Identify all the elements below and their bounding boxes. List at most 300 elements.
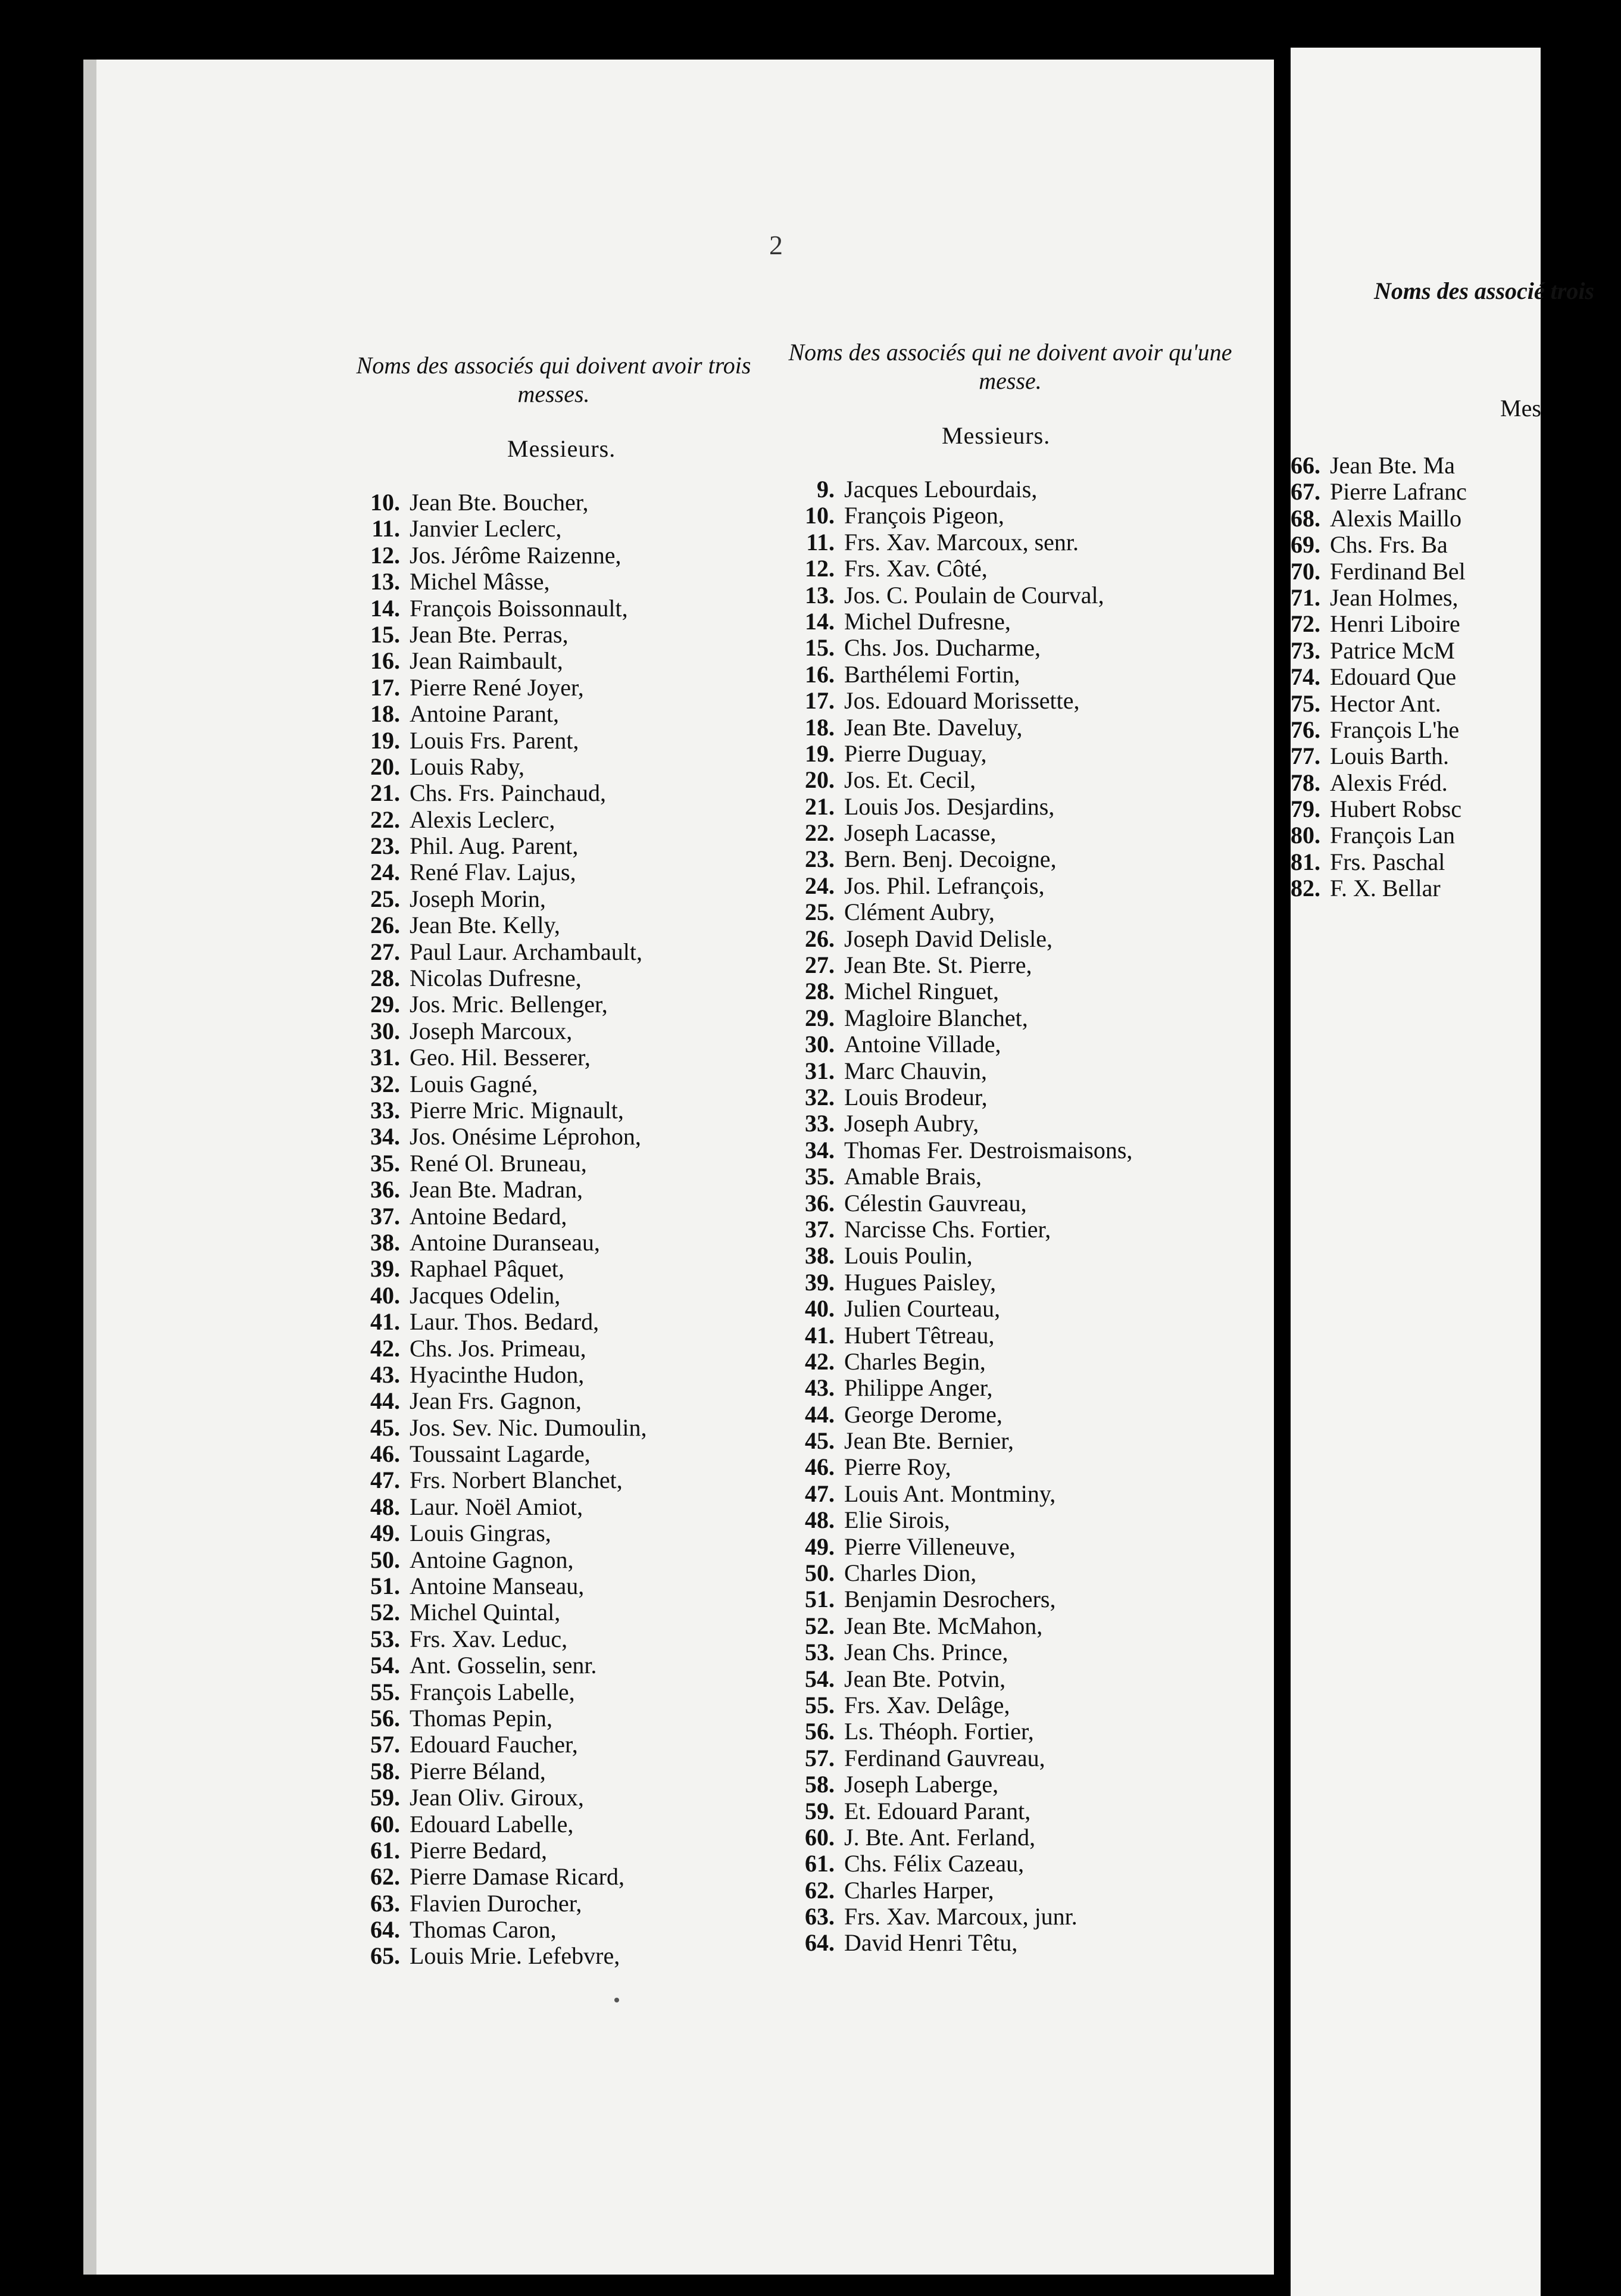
entry-name: Joseph David Delisle, bbox=[844, 925, 1052, 952]
list-item bbox=[352, 807, 647, 833]
entry-name: Pierre Damase Ricard, bbox=[410, 1863, 624, 1891]
list-item bbox=[1273, 479, 1467, 505]
entry-name: Louis Frs. Parent, bbox=[410, 726, 579, 754]
entry-number: 52. bbox=[805, 1612, 835, 1639]
list-item bbox=[352, 1230, 647, 1256]
list-item bbox=[787, 1666, 1132, 1692]
entry-number: 53. bbox=[370, 1625, 400, 1652]
middle-column-list bbox=[787, 476, 1132, 1957]
entry-number: 21. bbox=[805, 793, 835, 820]
entry-name: Jean Frs. Gagnon, bbox=[410, 1387, 582, 1415]
entry-name: Joseph Aubry, bbox=[844, 1110, 979, 1137]
entry-name: George Derome, bbox=[844, 1400, 1002, 1428]
list-item bbox=[352, 1097, 647, 1124]
list-item bbox=[352, 1626, 647, 1652]
entry-name: Louis Gingras, bbox=[410, 1520, 551, 1547]
entry-name: Louis Raby, bbox=[410, 753, 524, 780]
entry-number: 74. bbox=[1291, 663, 1320, 691]
list-item bbox=[787, 1296, 1132, 1322]
list-item bbox=[1273, 638, 1467, 664]
entry-number: 17. bbox=[370, 673, 400, 701]
list-item bbox=[787, 794, 1132, 820]
list-item bbox=[352, 648, 647, 674]
list-item bbox=[352, 939, 647, 965]
list-item bbox=[352, 1256, 647, 1282]
entry-number: 64. bbox=[370, 1916, 400, 1944]
entry-name: Pierre Lafranc bbox=[1330, 478, 1467, 506]
entry-name: Chs. Frs. Painchaud, bbox=[410, 779, 606, 807]
list-item bbox=[787, 476, 1132, 503]
entry-number: 76. bbox=[1291, 716, 1320, 743]
list-item bbox=[787, 1058, 1132, 1084]
entry-number: 39. bbox=[805, 1268, 835, 1296]
entry-name: Ferdinand Gauvreau, bbox=[844, 1744, 1045, 1771]
entry-name: Narcisse Chs. Fortier, bbox=[844, 1215, 1051, 1243]
list-item bbox=[787, 662, 1132, 688]
list-item bbox=[787, 741, 1132, 767]
entry-name: Benjamin Desrochers, bbox=[844, 1586, 1056, 1613]
entry-number: 63. bbox=[805, 1903, 835, 1930]
entry-number: 21. bbox=[370, 779, 400, 807]
list-item bbox=[352, 991, 647, 1018]
list-item bbox=[352, 1441, 647, 1467]
entry-name: Jos. C. Poulain de Courval, bbox=[844, 581, 1104, 609]
entry-name: Louis Gagné, bbox=[410, 1070, 538, 1097]
entry-number: 26. bbox=[805, 925, 835, 952]
list-item bbox=[1273, 559, 1467, 585]
entry-name: Jean Raimbault, bbox=[410, 647, 563, 675]
list-item bbox=[352, 1415, 647, 1441]
list-item bbox=[787, 1190, 1132, 1216]
entry-name: Edouard Labelle, bbox=[410, 1810, 574, 1838]
list-item bbox=[787, 1851, 1132, 1877]
entry-name: Charles Harper, bbox=[844, 1876, 994, 1904]
entry-number: 16. bbox=[805, 660, 835, 688]
entry-name: Pierre René Joyer, bbox=[410, 673, 584, 701]
entry-number: 64. bbox=[805, 1929, 835, 1957]
entry-number: 11. bbox=[806, 528, 835, 556]
entry-name: Charles Begin, bbox=[844, 1347, 986, 1375]
entry-number: 44. bbox=[370, 1387, 400, 1415]
entry-number: 75. bbox=[1291, 690, 1320, 717]
list-item bbox=[787, 1639, 1132, 1665]
entry-name: Frs. Xav. Leduc, bbox=[410, 1625, 568, 1652]
list-item bbox=[352, 1732, 647, 1758]
entry-number: 18. bbox=[370, 700, 400, 728]
list-item bbox=[787, 609, 1132, 635]
list-item bbox=[352, 1309, 647, 1335]
list-item bbox=[787, 1243, 1132, 1269]
entry-name: Michel Ringuet, bbox=[844, 978, 999, 1005]
entry-name: François Labelle, bbox=[410, 1678, 575, 1705]
entry-number: 68. bbox=[1291, 504, 1320, 532]
entry-name: François Pigeon, bbox=[844, 502, 1004, 529]
entry-name: Jean Bte. McMahon, bbox=[844, 1612, 1043, 1639]
right-page bbox=[1291, 48, 1594, 2296]
entry-number: 77. bbox=[1291, 743, 1320, 770]
entry-name: J. Bte. Ant. Ferland, bbox=[844, 1823, 1036, 1851]
entry-name: Ls. Théoph. Fortier, bbox=[844, 1718, 1034, 1745]
list-item bbox=[352, 1494, 647, 1520]
ink-dot bbox=[614, 1998, 619, 2002]
entry-name: Jean Oliv. Giroux, bbox=[410, 1784, 584, 1811]
entry-number: 78. bbox=[1291, 769, 1320, 796]
entry-name: Thomas Pepin, bbox=[410, 1704, 552, 1732]
entry-number: 55. bbox=[370, 1678, 400, 1705]
entry-number: 51. bbox=[370, 1573, 400, 1600]
list-item bbox=[787, 529, 1132, 556]
entry-number: 50. bbox=[370, 1546, 400, 1573]
entry-number: 58. bbox=[805, 1771, 835, 1798]
entry-number: 72. bbox=[1291, 610, 1320, 638]
list-item bbox=[787, 1428, 1132, 1454]
list-item bbox=[787, 873, 1132, 899]
entry-name: Pierre Mric. Mignault, bbox=[410, 1096, 624, 1124]
entry-name: Joseph Marcoux, bbox=[410, 1017, 573, 1044]
list-item bbox=[1273, 822, 1467, 848]
entry-name: Jos. Phil. Lefrançois, bbox=[844, 872, 1045, 899]
entry-number: 33. bbox=[370, 1096, 400, 1124]
entry-number: 36. bbox=[805, 1189, 835, 1216]
list-item bbox=[1273, 691, 1467, 717]
entry-number: 25. bbox=[370, 885, 400, 912]
entry-number: 29. bbox=[370, 991, 400, 1018]
entry-name: Henri Liboire bbox=[1330, 610, 1460, 638]
entry-name: François L'he bbox=[1330, 716, 1460, 743]
entry-number: 24. bbox=[805, 872, 835, 899]
entry-number: 37. bbox=[805, 1215, 835, 1243]
list-item bbox=[352, 1679, 647, 1705]
list-item bbox=[787, 1877, 1132, 1904]
list-item bbox=[787, 1798, 1132, 1824]
entry-number: 33. bbox=[805, 1110, 835, 1137]
list-item bbox=[787, 556, 1132, 582]
entry-number: 67. bbox=[1291, 478, 1320, 506]
entry-name: Antoine Bedard, bbox=[410, 1202, 567, 1230]
entry-number: 23. bbox=[370, 832, 400, 860]
entry-name: Jean Bte. Ma bbox=[1330, 452, 1455, 479]
list-item bbox=[787, 1745, 1132, 1771]
entry-name: Hyacinthe Hudon, bbox=[410, 1361, 585, 1388]
entry-name: Pierre Duguay, bbox=[844, 740, 987, 767]
entry-number: 47. bbox=[805, 1480, 835, 1507]
list-item bbox=[1273, 796, 1467, 822]
list-item bbox=[352, 1838, 647, 1864]
list-item bbox=[787, 1137, 1132, 1163]
entry-number: 27. bbox=[805, 952, 835, 979]
entry-name: Toussaint Lagarde, bbox=[410, 1440, 591, 1468]
entry-number: 20. bbox=[805, 766, 835, 794]
entry-name: Michel Quintal, bbox=[410, 1599, 561, 1626]
list-item bbox=[787, 1560, 1132, 1586]
entry-name: Janvier Leclerc, bbox=[410, 515, 562, 542]
left-column-list bbox=[352, 489, 647, 1970]
list-item bbox=[787, 1718, 1132, 1745]
list-item bbox=[787, 820, 1132, 846]
entry-number: 14. bbox=[805, 607, 835, 635]
entry-number: 60. bbox=[805, 1823, 835, 1851]
entry-number: 57. bbox=[370, 1731, 400, 1758]
entry-name: Phil. Aug. Parent, bbox=[410, 832, 579, 860]
entry-name: Pierre Villeneuve, bbox=[844, 1533, 1016, 1560]
entry-name: Jos. Mric. Bellenger, bbox=[410, 991, 608, 1018]
entry-number: 25. bbox=[805, 899, 835, 926]
entry-number: 40. bbox=[805, 1295, 835, 1322]
entry-name: René Ol. Bruneau, bbox=[410, 1149, 587, 1177]
list-item bbox=[352, 1547, 647, 1573]
list-item bbox=[352, 542, 647, 569]
entry-number: 53. bbox=[805, 1639, 835, 1666]
list-item bbox=[787, 952, 1132, 978]
entry-number: 50. bbox=[805, 1559, 835, 1587]
entry-number: 59. bbox=[370, 1784, 400, 1811]
list-item bbox=[1273, 849, 1467, 875]
list-item bbox=[352, 1785, 647, 1811]
list-item bbox=[352, 622, 647, 648]
entry-name: Jos. Jérôme Raizenne, bbox=[410, 541, 621, 569]
entry-name: Michel Dufresne, bbox=[844, 607, 1011, 635]
entry-number: 22. bbox=[370, 806, 400, 833]
right-page-subheading: Mes bbox=[1500, 395, 1541, 422]
list-item bbox=[787, 1216, 1132, 1243]
entry-number: 57. bbox=[805, 1744, 835, 1771]
list-item bbox=[352, 1811, 647, 1838]
entry-number: 48. bbox=[805, 1506, 835, 1534]
entry-number: 81. bbox=[1291, 848, 1320, 875]
entry-name: Joseph Laberge, bbox=[844, 1771, 999, 1798]
list-item bbox=[352, 569, 647, 595]
entry-number: 42. bbox=[805, 1347, 835, 1375]
list-item bbox=[787, 978, 1132, 1004]
entry-name: Thomas Caron, bbox=[410, 1916, 557, 1944]
middle-column-subheading: Messieurs. bbox=[942, 422, 1051, 449]
list-item bbox=[1273, 770, 1467, 796]
list-item bbox=[787, 1110, 1132, 1137]
list-item bbox=[787, 767, 1132, 793]
entry-name: Jean Bte. Madran, bbox=[410, 1176, 583, 1203]
entry-number: 24. bbox=[370, 859, 400, 886]
entry-number: 54. bbox=[370, 1652, 400, 1679]
list-item bbox=[352, 833, 647, 859]
entry-name: Jos. Sev. Nic. Dumoulin, bbox=[410, 1414, 647, 1441]
entry-number: 16. bbox=[370, 647, 400, 675]
entry-name: Louis Brodeur, bbox=[844, 1083, 988, 1110]
list-item bbox=[787, 1454, 1132, 1480]
entry-name: Frs. Xav. Marcoux, junr. bbox=[844, 1903, 1077, 1930]
entry-name: Laur. Noël Amiot, bbox=[410, 1493, 583, 1520]
list-item bbox=[352, 1018, 647, 1044]
entry-number: 20. bbox=[370, 753, 400, 780]
entry-number: 32. bbox=[805, 1083, 835, 1110]
list-item bbox=[787, 1084, 1132, 1110]
entry-name: Frs. Xav. Côté, bbox=[844, 555, 988, 582]
list-item bbox=[787, 1930, 1132, 1956]
entry-number: 37. bbox=[370, 1202, 400, 1230]
entry-name: Jean Bte. Potvin, bbox=[844, 1665, 1006, 1692]
list-item bbox=[787, 1904, 1132, 1930]
entry-name: Edouard Que bbox=[1330, 663, 1457, 691]
list-item bbox=[787, 1322, 1132, 1349]
entry-name: René Flav. Lajus, bbox=[410, 859, 576, 886]
list-item bbox=[787, 926, 1132, 952]
entry-number: 28. bbox=[805, 978, 835, 1005]
list-item bbox=[352, 1652, 647, 1679]
entry-name: Louis Ant. Montminy, bbox=[844, 1480, 1056, 1507]
entry-number: 59. bbox=[805, 1797, 835, 1824]
list-item bbox=[787, 846, 1132, 872]
entry-name: Hugues Paisley, bbox=[844, 1268, 997, 1296]
list-item bbox=[352, 1891, 647, 1917]
list-item bbox=[352, 965, 647, 991]
entry-name: Jean Bte. Bernier, bbox=[844, 1427, 1014, 1455]
list-item bbox=[352, 1336, 647, 1362]
entry-name: Marc Chauvin, bbox=[844, 1057, 987, 1084]
entry-name: Louis Mrie. Lefebvre, bbox=[410, 1942, 620, 1970]
entry-name: Amable Brais, bbox=[844, 1163, 982, 1190]
entry-name: Hubert Robsc bbox=[1330, 796, 1462, 823]
list-item bbox=[352, 1283, 647, 1309]
entry-name: Jos. Et. Cecil, bbox=[844, 766, 976, 794]
list-item bbox=[352, 1467, 647, 1493]
entry-name: Jos. Edouard Morissette, bbox=[844, 687, 1080, 715]
entry-number: 58. bbox=[370, 1757, 400, 1785]
list-item bbox=[352, 489, 647, 516]
entry-number: 46. bbox=[370, 1440, 400, 1468]
entry-name: Ferdinand Bel bbox=[1330, 557, 1466, 585]
entry-name: Antoine Parant, bbox=[410, 700, 560, 728]
list-item bbox=[787, 503, 1132, 529]
entry-name: Frs. Xav. Delâge, bbox=[844, 1691, 1010, 1718]
list-item bbox=[352, 1573, 647, 1599]
list-item bbox=[787, 1771, 1132, 1798]
entry-number: 12. bbox=[805, 555, 835, 582]
entry-number: 80. bbox=[1291, 822, 1320, 849]
list-item bbox=[787, 1375, 1132, 1401]
list-item bbox=[787, 1613, 1132, 1639]
entry-name: Pierre Bedard, bbox=[410, 1836, 548, 1864]
entry-name: Pierre Roy, bbox=[844, 1453, 951, 1481]
list-item bbox=[1273, 585, 1467, 611]
entry-name: Laur. Thos. Bedard, bbox=[410, 1308, 599, 1336]
entry-name: Julien Courteau, bbox=[844, 1295, 1001, 1322]
entry-number: 26. bbox=[370, 912, 400, 939]
entry-name: Michel Mâsse, bbox=[410, 568, 550, 595]
entry-name: Elie Sirois, bbox=[844, 1506, 950, 1534]
entry-name: Magloire Blanchet, bbox=[844, 1004, 1028, 1031]
entry-number: 38. bbox=[370, 1228, 400, 1256]
entry-number: 45. bbox=[370, 1414, 400, 1441]
list-item bbox=[352, 1520, 647, 1546]
entry-name: Edouard Faucher, bbox=[410, 1731, 578, 1758]
list-item bbox=[352, 1203, 647, 1230]
entry-number: 32. bbox=[370, 1070, 400, 1097]
list-item bbox=[1273, 453, 1467, 479]
entry-name: Jean Bte. St. Pierre, bbox=[844, 952, 1032, 979]
entry-name: Chs. Jos. Ducharme, bbox=[844, 634, 1041, 662]
entry-name: Flavien Durocher, bbox=[410, 1889, 582, 1917]
list-item bbox=[352, 728, 647, 754]
entry-number: 43. bbox=[370, 1361, 400, 1388]
entry-name: Jean Bte. Kelly, bbox=[410, 912, 560, 939]
list-item bbox=[1273, 743, 1467, 769]
list-item bbox=[787, 1824, 1132, 1851]
entry-name: Et. Edouard Parant, bbox=[844, 1797, 1031, 1824]
entry-name: Chs. Frs. Ba bbox=[1330, 531, 1448, 559]
entry-name: Paul Laur. Archambault, bbox=[410, 938, 643, 965]
entry-number: 9. bbox=[817, 476, 835, 503]
entry-number: 31. bbox=[805, 1057, 835, 1084]
entry-number: 15. bbox=[370, 620, 400, 648]
entry-number: 35. bbox=[805, 1163, 835, 1190]
entry-name: Antoine Duranseau, bbox=[410, 1228, 600, 1256]
list-item bbox=[352, 1177, 647, 1203]
list-item bbox=[352, 754, 647, 780]
entry-name: Jacques Lebourdais, bbox=[844, 476, 1038, 503]
entry-name: Louis Poulin, bbox=[844, 1242, 973, 1269]
entry-number: 23. bbox=[805, 846, 835, 873]
list-item bbox=[352, 595, 647, 622]
middle-column-heading: Noms des associés qui ne doivent avoir qu'une messe. bbox=[788, 339, 1232, 394]
entry-number: 51. bbox=[805, 1586, 835, 1613]
entry-number: 55. bbox=[805, 1691, 835, 1718]
list-item bbox=[1273, 875, 1467, 901]
list-item bbox=[787, 582, 1132, 609]
list-item bbox=[352, 1864, 647, 1890]
entry-name: F. X. Bellar bbox=[1330, 875, 1441, 902]
list-item bbox=[352, 1044, 647, 1071]
entry-number: 48. bbox=[370, 1493, 400, 1520]
list-item bbox=[787, 899, 1132, 925]
entry-number: 46. bbox=[805, 1453, 835, 1481]
entry-number: 54. bbox=[805, 1665, 835, 1692]
entry-number: 13. bbox=[370, 568, 400, 595]
entry-number: 11. bbox=[371, 515, 400, 542]
entry-name: Jean Chs. Prince, bbox=[844, 1639, 1008, 1666]
entry-name: Jean Bte. Daveluy, bbox=[844, 713, 1023, 741]
entry-number: 13. bbox=[805, 581, 835, 609]
entry-number: 22. bbox=[805, 819, 835, 847]
entry-number: 56. bbox=[805, 1718, 835, 1745]
left-column-heading: Noms des associés qui doivent avoir trois messes. bbox=[356, 352, 751, 407]
entry-number: 52. bbox=[370, 1599, 400, 1626]
list-item bbox=[352, 675, 647, 701]
entry-name: Louis Barth. bbox=[1330, 743, 1449, 770]
entry-name: Nicolas Dufresne, bbox=[410, 965, 582, 992]
entry-number: 60. bbox=[370, 1810, 400, 1838]
entry-name: Jean Bte. Boucher, bbox=[410, 489, 589, 516]
entry-name: Barthélemi Fortin, bbox=[844, 660, 1020, 688]
list-item bbox=[787, 1692, 1132, 1718]
entry-number: 62. bbox=[370, 1863, 400, 1891]
entry-name: Raphael Pâquet, bbox=[410, 1255, 564, 1283]
entry-name: Philippe Anger, bbox=[844, 1374, 993, 1402]
entry-number: 31. bbox=[370, 1044, 400, 1071]
list-item bbox=[352, 1758, 647, 1785]
entry-number: 17. bbox=[805, 687, 835, 715]
entry-number: 28. bbox=[370, 965, 400, 992]
entry-name: Frs. Norbert Blanchet, bbox=[410, 1467, 623, 1494]
list-item bbox=[787, 1481, 1132, 1507]
entry-name: Bern. Benj. Decoigne, bbox=[844, 846, 1057, 873]
entry-number: 15. bbox=[805, 634, 835, 662]
entry-number: 40. bbox=[370, 1281, 400, 1309]
entry-number: 41. bbox=[805, 1321, 835, 1349]
entry-number: 61. bbox=[370, 1836, 400, 1864]
list-item bbox=[352, 886, 647, 912]
entry-number: 18. bbox=[805, 713, 835, 741]
entry-name: Jean Holmes, bbox=[1330, 584, 1458, 611]
entry-name: Ant. Gosselin, senr. bbox=[410, 1652, 597, 1679]
